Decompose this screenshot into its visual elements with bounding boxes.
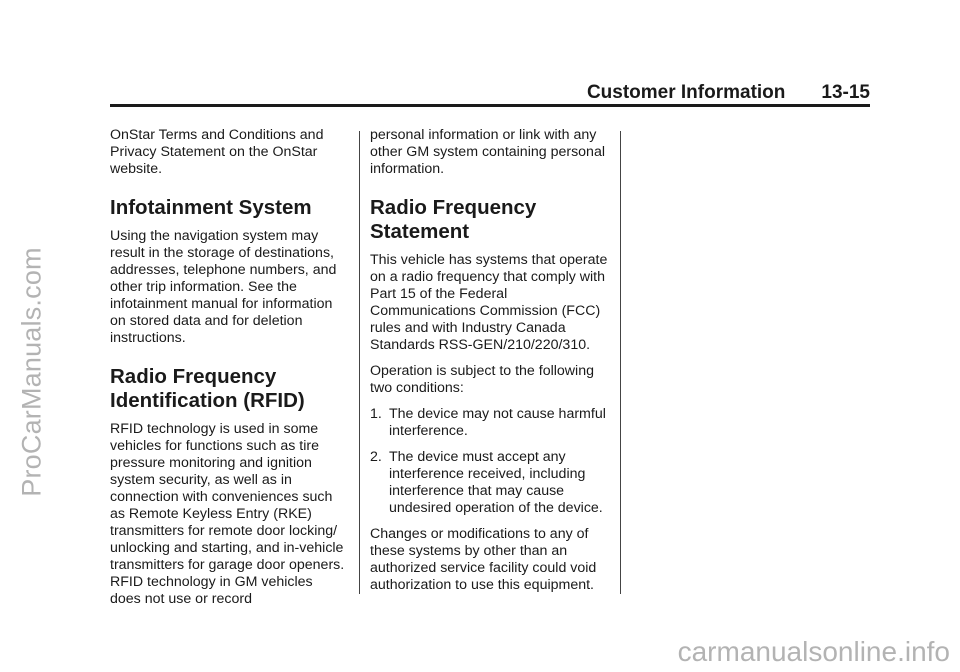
condition-number: 2.	[370, 449, 382, 465]
condition-text: The device may not cause harmful interference.	[389, 406, 606, 439]
condition-item	[370, 406, 612, 440]
column-divider-1	[359, 131, 360, 594]
conditions-list	[370, 406, 612, 517]
radio-frequency-paragraph: This vehicle has systems that operate on a radio frequency that comply with Part 15 of the Federal Communications Commission (FCC) rules and with Industry Canada Standards RSS-GEN/210/220/310.	[370, 252, 608, 353]
onstar-intro-paragraph: OnStar Terms and Conditions and Privacy Statement on the OnStar website.	[110, 127, 324, 177]
header-rule	[110, 104, 870, 107]
radio-frequency-heading: Radio Frequency Statement	[370, 196, 537, 243]
operation-intro-paragraph: Operation is subject to the following two conditions:	[370, 363, 594, 396]
infotainment-paragraph: Using the navigation system may result in the storage of destinations, addresses, telephone numbers, and other trip information. See the infotainment manual for information on stored data and for deletion instructions.	[110, 228, 337, 346]
column-divider-2	[620, 131, 621, 594]
side-watermark: ProCarManuals.com	[16, 247, 47, 497]
condition-number: 1.	[370, 406, 382, 422]
condition-text: The device must accept any interference received, including interference that may cause undesired operation of the device.	[389, 449, 603, 516]
running-header	[110, 82, 870, 104]
column-left	[110, 127, 346, 617]
changes-note-paragraph: Changes or modifications to any of these systems by other than an authorized service facility could void authorization to use this equipment.	[370, 526, 597, 593]
rfid-heading: Radio Frequency Identification (RFID)	[110, 365, 305, 412]
rfid-continuation-paragraph: personal information or link with any other GM system containing personal information.	[370, 127, 605, 177]
infotainment-heading: Infotainment System	[110, 196, 312, 219]
page-number: 13-15	[821, 82, 870, 103]
column-middle	[370, 127, 612, 603]
rfid-paragraph: RFID technology is used in some vehicles for functions such as tire pressure monitoring and ignition system security, as well as in connection with conveniences such as Remote Keyless Entry (RKE) transmitters for remote door locking/ unlocking and starting, and in-vehicle transmitters for garage door openers. RFID technology in GM vehicles does not use or record	[110, 421, 345, 607]
condition-item	[370, 449, 612, 517]
section-title: Customer Information	[586, 82, 786, 103]
bottom-watermark: carmanualsonline.info	[677, 636, 950, 667]
